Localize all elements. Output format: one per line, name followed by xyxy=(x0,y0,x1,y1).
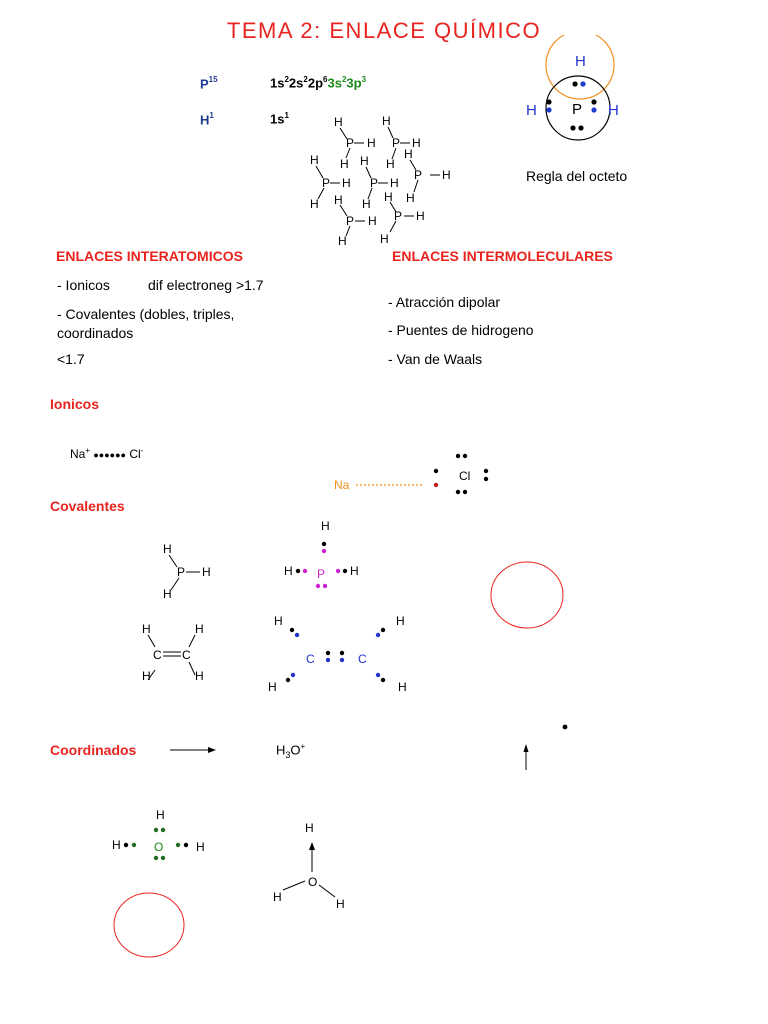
h-symbol: H xyxy=(200,112,210,128)
covalentes-threshold: <1.7 xyxy=(57,351,85,367)
h3o-h: H xyxy=(276,742,286,758)
ph3-h-label: H xyxy=(340,157,349,171)
coordinados-heading: Coordinados xyxy=(50,742,137,758)
red-circle xyxy=(485,558,569,634)
ph3-h-label: H xyxy=(310,153,319,167)
ionic-bond-dots: ●●●●●● xyxy=(93,450,126,460)
ionicos-item: - Ionicos xyxy=(57,277,110,293)
ph3s-h: H xyxy=(202,565,211,579)
ph3s-h: H xyxy=(163,542,172,556)
ph3-h-label: H xyxy=(416,209,425,223)
ph3-h-label: H xyxy=(338,234,347,248)
p-config-2s: 2s xyxy=(288,75,304,91)
ph3-lewis xyxy=(280,515,370,595)
ph3-h-label: H xyxy=(442,168,451,182)
covalentes-item: - Covalentes (dobles, triples, xyxy=(57,306,235,322)
eths-h: H xyxy=(142,622,151,636)
ethl-c: C xyxy=(306,652,315,666)
nacl-cl: Cl xyxy=(459,469,471,483)
nacl-lewis-diagram xyxy=(330,445,500,505)
ph3-h-label: H xyxy=(362,197,371,211)
ph3-h-label: H xyxy=(334,193,343,207)
wl-h-right: H xyxy=(196,840,205,854)
ph3-h-label: H xyxy=(390,176,399,190)
ethylene-structural xyxy=(135,620,215,685)
p-config-2s-sup: 2 xyxy=(303,75,308,84)
eths-h: H xyxy=(142,669,151,683)
h-config-1s: 1s xyxy=(270,111,285,127)
p-config-1s: 1s xyxy=(270,75,285,91)
ph3-p-label: P xyxy=(392,136,401,150)
wl-h-top: H xyxy=(156,808,165,822)
h3o-o: O xyxy=(290,742,301,758)
ph3-h-label: H xyxy=(342,176,351,190)
covalentes-heading: Covalentes xyxy=(50,498,125,514)
ph3-h-label: H xyxy=(404,147,413,161)
h-element-label xyxy=(200,111,214,129)
wl-h-left: H xyxy=(112,838,121,852)
intermolecular-item-hydrogen: - Puentes de hidrogeno xyxy=(388,322,534,338)
ethl-h: H xyxy=(396,614,405,628)
ionic-formula xyxy=(70,446,143,461)
ph3s-h: H xyxy=(163,587,172,601)
eths-c: C xyxy=(153,648,162,662)
wl-o: O xyxy=(154,840,164,854)
intermolecular-item-dipolar: - Atracción dipolar xyxy=(388,294,501,310)
ph3-h-label: H xyxy=(382,114,391,128)
ph3l-h-right: H xyxy=(350,564,359,578)
covalentes-item-cont: coordinados xyxy=(57,325,134,341)
octet-p: P xyxy=(572,101,583,118)
interatomic-heading: ENLACES INTERATOMICOS xyxy=(56,248,243,264)
ethl-c: C xyxy=(358,652,367,666)
nacl-na: Na xyxy=(334,478,350,492)
lone-electron-dot xyxy=(563,725,568,730)
ph3-h-label: H xyxy=(368,214,377,228)
ionic-cl: Cl xyxy=(129,447,141,461)
ionic-cl-charge: - xyxy=(140,446,144,455)
h-electron-config xyxy=(270,111,289,126)
ph3-h-label: H xyxy=(334,115,343,129)
ph3s-p: P xyxy=(177,565,186,579)
ph3-h-label: H xyxy=(360,154,369,168)
ph3-h-label: H xyxy=(386,157,395,171)
ethl-h: H xyxy=(268,680,277,694)
ph3-h-label: H xyxy=(406,191,415,205)
ionic-na: Na xyxy=(70,447,86,461)
ph3l-p: P xyxy=(317,567,326,581)
ph3-h-label: H xyxy=(380,232,389,246)
h3o-coord-arrow-icon xyxy=(309,842,315,850)
p-symbol: P xyxy=(200,76,209,92)
eths-h: H xyxy=(195,669,204,683)
eths-c: C xyxy=(182,648,191,662)
p-config-3p: 3p xyxy=(346,75,362,91)
ph3-p-label: P xyxy=(322,176,331,190)
h3o-charge: + xyxy=(300,742,306,751)
h3o-structural xyxy=(265,815,355,915)
ethl-electrons xyxy=(286,628,385,682)
right-arrow-icon xyxy=(168,744,220,756)
ph3l-electrons xyxy=(296,542,347,588)
ph3-h-label: H xyxy=(412,136,421,150)
octet-diagram xyxy=(520,35,640,155)
octet-h-right: H xyxy=(608,102,619,119)
ph3l-h-left: H xyxy=(284,564,293,578)
ph3-molecules-cluster xyxy=(300,112,470,252)
h3os-o: O xyxy=(308,875,318,889)
p-electron-config xyxy=(270,75,366,90)
ph3-h-label: H xyxy=(384,190,393,204)
ethylene-lewis xyxy=(262,610,412,700)
ph3-p-label: P xyxy=(346,136,355,150)
up-arrow-head-icon xyxy=(524,744,529,752)
p-config-2p-sup: 6 xyxy=(323,75,328,84)
water-lewis xyxy=(108,805,208,865)
p-config-1s-sup: 2 xyxy=(284,75,289,84)
ph3-h-label: H xyxy=(367,136,376,150)
octet-rule-label: Regla del octeto xyxy=(526,168,628,184)
ph3-p-label: P xyxy=(414,168,423,182)
ph3-p-label: P xyxy=(346,214,355,228)
octet-h-left: H xyxy=(526,102,537,119)
red-circle xyxy=(110,890,188,962)
p-element-label xyxy=(200,75,218,93)
page-title: TEMA 2: ENLACE QUÍMICO xyxy=(226,18,542,43)
p-atomic-number: 15 xyxy=(208,75,218,84)
p-config-3p-sup: 3 xyxy=(361,75,367,84)
h-atomic-number: 1 xyxy=(209,111,214,120)
h3os-h: H xyxy=(273,890,282,904)
ionicos-note: dif electroneg >1.7 xyxy=(148,277,264,293)
h3o-formula xyxy=(276,742,305,760)
ph3-p-label: P xyxy=(370,176,379,190)
ph3l-h-top: H xyxy=(321,519,330,533)
h-config-1s-sup: 1 xyxy=(284,111,289,120)
p-config-3s: 3s xyxy=(327,75,342,91)
eths-h: H xyxy=(195,622,204,636)
ethl-h: H xyxy=(398,680,407,694)
h3o-sub: 3 xyxy=(285,749,291,760)
p-config-3s-sup: 2 xyxy=(341,75,347,84)
ph3-structural xyxy=(155,540,225,605)
ionic-na-charge: + xyxy=(85,446,91,455)
octet-h-top: H xyxy=(575,53,586,70)
intermolecular-item-vanderwaals: - Van de Waals xyxy=(388,351,483,367)
h3os-h: H xyxy=(305,821,314,835)
intermolecular-heading: ENLACES INTERMOLECULARES xyxy=(392,248,613,264)
coordinate-arrow-diagram xyxy=(515,720,575,775)
ethl-h: H xyxy=(274,614,283,628)
ionicos-heading: Ionicos xyxy=(50,396,100,412)
h3os-h: H xyxy=(336,897,345,911)
ph3-p-label: P xyxy=(394,209,403,223)
p-config-2p: 2p xyxy=(307,75,324,91)
ph3-h-label: H xyxy=(310,197,319,211)
